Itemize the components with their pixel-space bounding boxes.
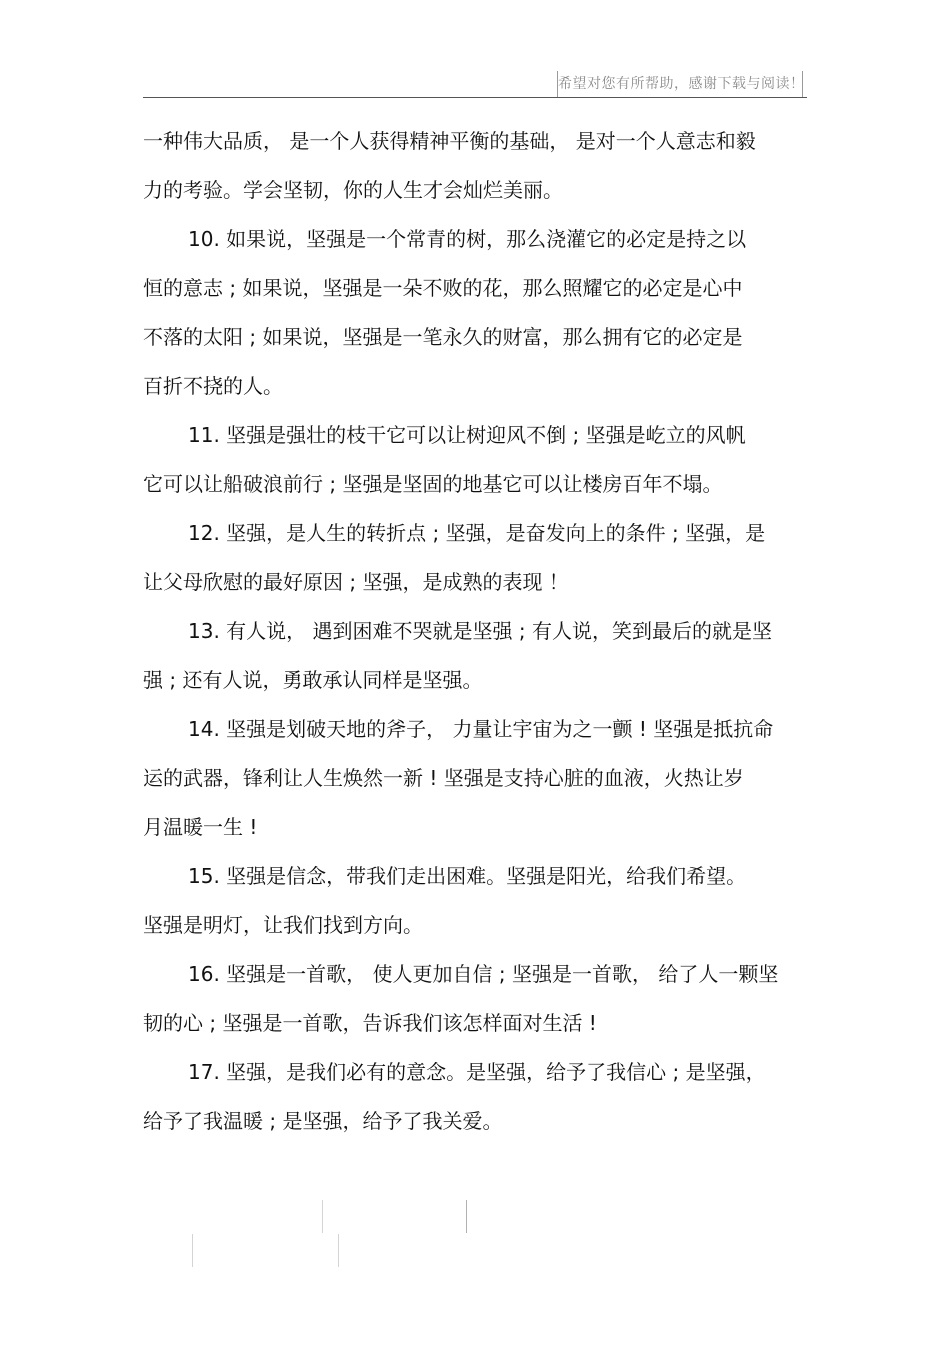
decorative-line xyxy=(466,1200,467,1233)
text-line: 一种伟大品质， 是一个人获得精神平衡的基础， 是对一个人意志和毅 xyxy=(143,129,756,153)
text-line: 韧的心 ; 坚强是一首歌，告诉我们该怎样面对生活 ! xyxy=(143,1011,597,1035)
text-line: 12. 坚强，是人生的转折点 ; 坚强，是奋发向上的条件 ; 坚强，是 xyxy=(188,521,766,545)
decorative-line xyxy=(338,1234,339,1267)
text-line: 它可以让船破浪前行 ; 坚强是坚固的地基它可以让楼房百年不塌。 xyxy=(143,472,723,496)
text-line: 15. 坚强是信念，带我们走出困难。坚强是阳光，给我们希望。 xyxy=(188,864,747,888)
text-line: 16. 坚强是一首歌， 使人更加自信 ; 坚强是一首歌， 给了人一颗坚 xyxy=(188,962,779,986)
text-line: 13. 有人说， 遇到困难不哭就是坚强 ; 有人说，笑到最后的就是坚 xyxy=(188,619,772,643)
text-line: 强 ; 还有人说，勇敢承认同样是坚强。 xyxy=(143,668,483,692)
text-line: 11. 坚强是强壮的枝干它可以让树迎风不倒 ; 坚强是屹立的风帆 xyxy=(188,423,746,447)
header-note: 希望对您有所帮助，感谢下载与阅读！ xyxy=(557,71,803,97)
decorative-line xyxy=(322,1200,323,1233)
text-line: 月温暖一生 ! xyxy=(143,815,258,839)
text-line: 不落的太阳 ; 如果说，坚强是一笔永久的财富，那么拥有它的必定是 xyxy=(143,325,743,349)
text-line: 10. 如果说，坚强是一个常青的树，那么浇灌它的必定是持之以 xyxy=(188,227,747,251)
text-line: 坚强是明灯，让我们找到方向。 xyxy=(143,913,423,937)
text-line: 让父母欣慰的最好原因 ; 坚强，是成熟的表现 ！ xyxy=(143,570,569,594)
text-line: 运的武器，锋利让人生焕然一新 ! 坚强是支持心脏的血液，火热让岁 xyxy=(143,766,744,790)
header-divider xyxy=(143,97,807,98)
decorative-line xyxy=(192,1234,193,1267)
text-line: 给予了我温暖 ; 是坚强，给予了我关爱。 xyxy=(143,1109,503,1133)
document-body xyxy=(143,117,809,1146)
text-line: 恒的意志 ; 如果说，坚强是一朵不败的花，那么照耀它的必定是心中 xyxy=(143,276,743,300)
text-line: 17. 坚强，是我们必有的意念。是坚强，给予了我信心 ; 是坚强， xyxy=(188,1060,766,1084)
text-line: 百折不挠的人。 xyxy=(143,374,283,398)
text-line: 力的考验。学会坚韧，你的人生才会灿烂美丽。 xyxy=(143,178,563,202)
text-line: 14. 坚强是划破天地的斧子， 力量让宇宙为之一颤 ! 坚强是抵抗命 xyxy=(188,717,774,741)
